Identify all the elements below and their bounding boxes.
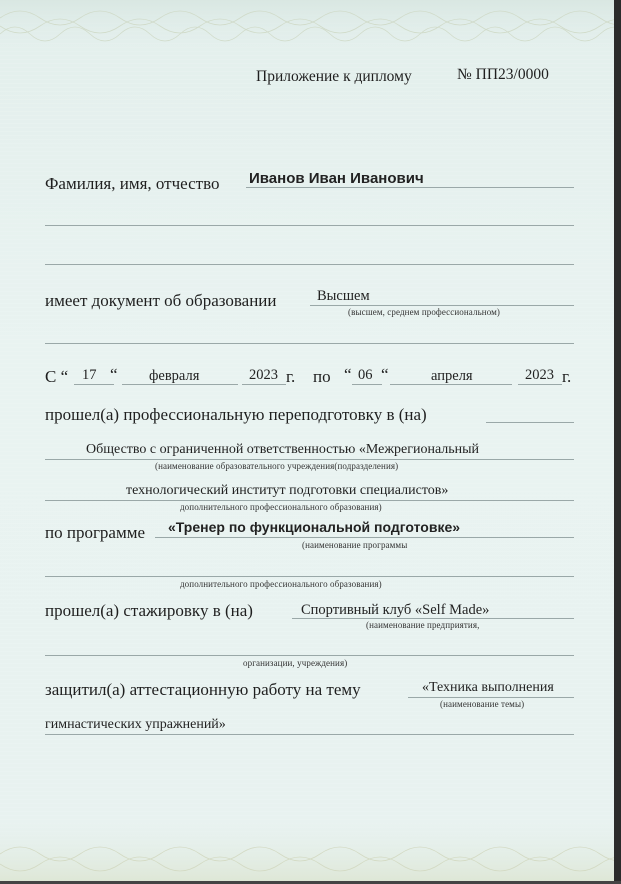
program-blank-line	[45, 576, 574, 577]
fio-underline	[246, 187, 574, 188]
retraining-underline	[486, 422, 574, 423]
period-from-quote-close: “	[110, 365, 118, 384]
period-to-quote-close: “	[381, 365, 389, 384]
education-value: Высшем	[317, 288, 370, 304]
period-to-word: по	[313, 367, 331, 386]
retraining-label: прошел(а) профессиональную переподготовку в (на)	[45, 405, 427, 424]
period-from-prefix: С “	[45, 367, 69, 386]
thesis-hint: (наименование темы)	[440, 699, 525, 709]
appendix-label: Приложение к диплому	[256, 68, 412, 85]
thesis-underline	[408, 697, 574, 698]
thesis-value-line2: гимнастических упражнений»	[45, 717, 226, 732]
fio-label: Фамилия, имя, отчество	[45, 174, 220, 193]
program-hint2: дополнительного профессионального образования)	[180, 579, 382, 589]
education-underline	[310, 305, 574, 306]
internship-label: прошел(а) стажировку в (на)	[45, 601, 253, 620]
thesis-label: защитил(а) аттестационную работу на тему	[45, 680, 361, 699]
internship-value: Спортивный клуб «Self Made»	[301, 602, 490, 618]
from-day-underline	[74, 384, 114, 385]
period-year-suffix-1: г.	[286, 367, 296, 386]
period-year-suffix-2: г.	[562, 367, 572, 386]
period-from-day: 17	[82, 367, 97, 383]
period-to-month: апреля	[431, 368, 473, 384]
from-year-underline	[242, 384, 286, 385]
program-underline	[155, 537, 574, 538]
fio-value: Иванов Иван Иванович	[249, 170, 424, 187]
period-from-year: 2023	[249, 367, 278, 383]
internship-hint2: организации, учреждения)	[243, 658, 348, 668]
retraining-hint1: (наименование образовательного учреждения(подразделения)	[155, 461, 399, 471]
education-blank-line	[45, 343, 574, 344]
retraining-org-line1: Общество с ограниченной ответственностью «Межрегиональный	[86, 442, 480, 457]
thesis-value-line1: «Техника выполнения	[422, 680, 554, 695]
thesis-line2-underline	[45, 734, 574, 735]
fio-blank-line-2	[45, 225, 574, 226]
retraining-org-line2: технологический институт подготовки специалистов»	[126, 483, 449, 498]
to-day-underline	[352, 384, 382, 385]
internship-hint1: (наименование предприятия,	[366, 620, 480, 630]
to-month-underline	[390, 384, 512, 385]
guilloche-bottom-border	[0, 814, 621, 884]
period-to-day: 06	[358, 367, 373, 383]
period-to-quote-open: “	[344, 365, 352, 384]
to-year-underline	[518, 384, 562, 385]
internship-underline	[292, 618, 574, 619]
program-hint1: (наименование программы	[302, 540, 408, 550]
program-value: «Тренер по функциональной подготовке»	[168, 519, 461, 535]
guilloche-top-border	[0, 0, 621, 60]
education-label: имеет документ об образовании	[45, 291, 277, 310]
program-label: по программе	[45, 523, 146, 542]
org-line1-underline	[45, 459, 574, 460]
education-hint: (высшем, среднем профессиональном)	[348, 307, 501, 317]
scan-edge-right	[614, 0, 621, 884]
from-month-underline	[122, 384, 238, 385]
internship-blank-line	[45, 655, 574, 656]
period-to-year: 2023	[525, 367, 554, 383]
diploma-number: № ПП23/0000	[457, 66, 549, 83]
retraining-hint2: дополнительного профессионального образования)	[180, 502, 382, 512]
fio-blank-line-3	[45, 264, 574, 265]
period-from-month: февраля	[149, 368, 200, 384]
org-line2-underline	[45, 500, 574, 501]
